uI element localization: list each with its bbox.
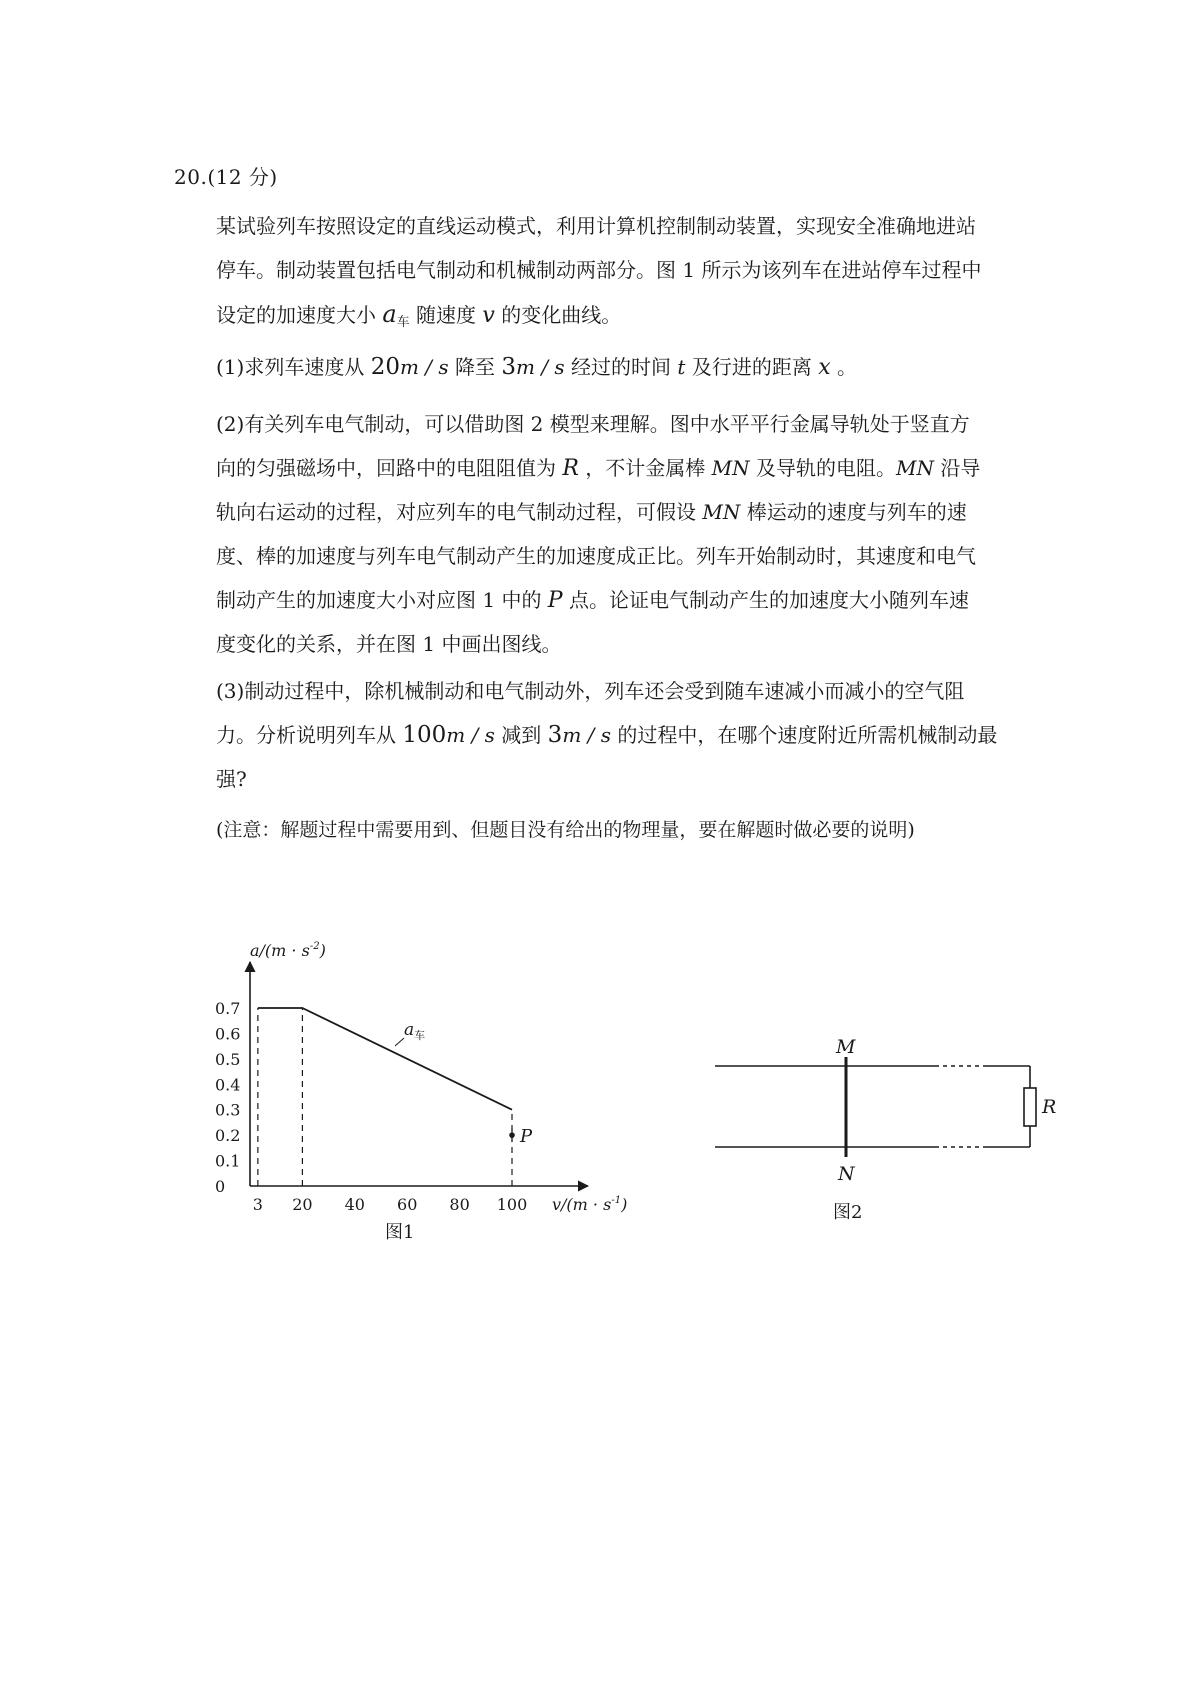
x-tick-label: 80 [449,1195,470,1214]
note-text: (注意：解题过程中需要用到、但题目没有给出的物理量，要在解题时做必要的说明) [216,819,915,841]
figure-2-caption: 图2 [833,1202,863,1223]
part3-line-1: (3)制动过程中，除机械制动和电气制动外，列车还会受到随车速减小而减小的空气阻 [216,679,965,703]
point-P-label: P [520,1126,533,1148]
part1-text: (1)求列车速度从 20m / s 降至 3m / s 经过的时间 t 及行进的距离 x 。 [216,354,857,380]
y-tick-label: 0.1 [215,1151,241,1171]
y-tick-label: 0 [215,1177,226,1196]
part2-line-2: 向的匀强磁场中，回路中的电阻阻值为 R ，不计金属棒 MN 及导轨的电阻。MN 沿导 [216,456,981,481]
y-tick-label: 0.7 [215,999,241,1018]
series-line-a-che [258,1008,512,1110]
y-tick-label: 0.4 [215,1075,241,1095]
figure-1-caption: 图1 [385,1222,415,1243]
figure-1-chart [190,935,650,1245]
part2-line-4: 度、棒的加速度与列车电气制动产生的加速度成正比。列车开始制动时，其速度和电气 [216,544,976,568]
part2-line-5: 制动产生的加速度大小对应图 1 中的 P 点。论证电气制动产生的加速度大小随列车速 [216,588,969,613]
question-score: (12 分) [207,165,278,189]
y-tick-label: 0.3 [215,1100,241,1120]
curve-label: $a_车$ [404,1020,426,1042]
intro-line-1: 某试验列车按照设定的直线运动模式，利用计算机控制制动装置，实现安全准确地进站 [216,214,976,238]
part2-line-3: 轨向右运动的过程，对应列车的电气制动过程，可假设 MN 棒运动的速度与列车的速 [216,500,967,524]
y-axis-label: $a/(m \cdot s^{-2})$ [250,941,326,960]
intro-line-3: 设定的加速度大小 $a_车$ 随速度 v 的变化曲线。 [216,300,622,330]
question-number: 20. [174,165,208,189]
curve-label-leader [395,1038,404,1046]
label-M: M [836,1036,856,1058]
label-R: R [1042,1096,1057,1118]
x-tick-label: 60 [397,1195,418,1214]
y-tick-label: 0.6 [215,1024,241,1044]
part3-line-3: 强? [216,767,247,791]
y-tick-label: 0.5 [215,1049,241,1069]
part2-line-6: 度变化的关系，并在图 1 中画出图线。 [216,632,562,656]
part3-line-2: 力。分析说明列车从 100m / s 减到 3m / s 的过程中，在哪个速度附近所需机械制动最 [216,722,998,748]
x-tick-label: 100 [496,1195,528,1214]
part2-line-1: (2)有关列车电气制动，可以借助图 2 模型来理解。图中水平平行金属导轨处于竖直方 [216,412,970,436]
figure-2-diagram [700,1020,1060,1230]
x-tick-label: 20 [292,1195,313,1214]
label-N: N [838,1163,855,1185]
x-axis-label: $v/(m \cdot s^{-1})$ [552,1195,628,1214]
question-header [174,161,278,190]
intro-line-2: 停车。制动装置包括电气制动和机械制动两部分。图 1 所示为该列车在进站停车过程中 [216,258,982,282]
resistor [1024,1088,1036,1126]
y-tick-label: 0.2 [215,1126,241,1146]
x-tick-label: 3 [252,1195,263,1214]
x-tick-label: 40 [344,1195,365,1214]
